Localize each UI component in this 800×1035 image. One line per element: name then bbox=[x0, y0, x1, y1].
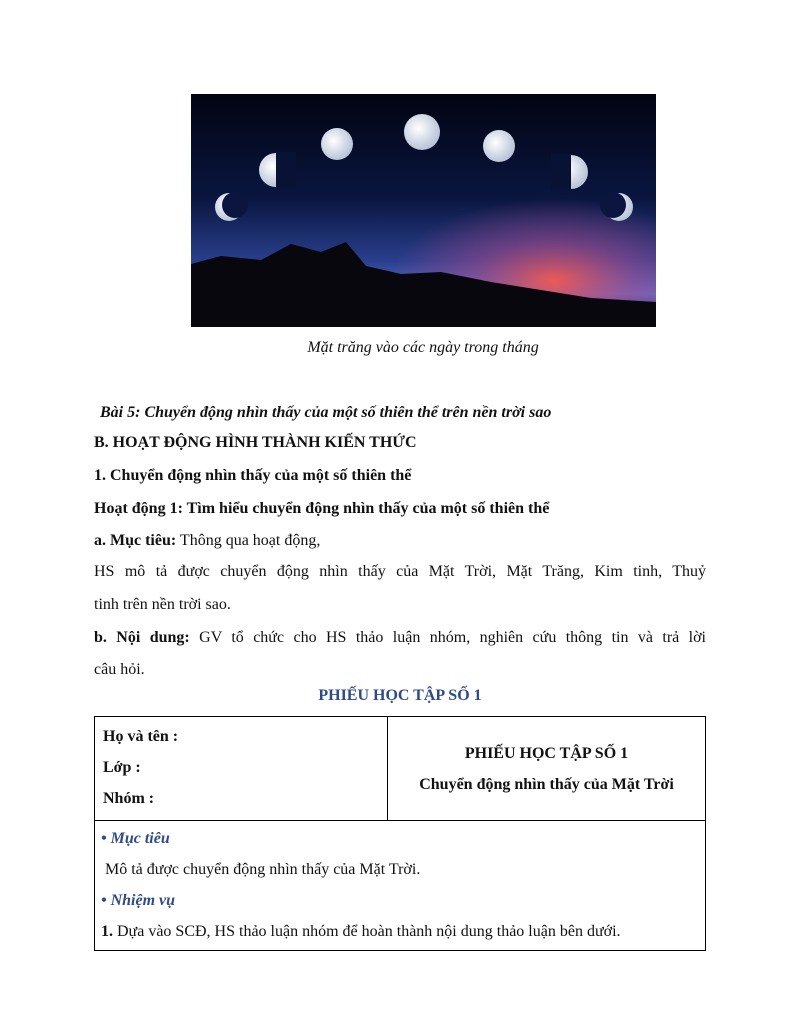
objective-line-3: tinh trên nền trời sao. bbox=[94, 596, 231, 613]
worksheet-body-cell bbox=[95, 821, 706, 951]
section-heading: B. HOẠT ĐỘNG HÌNH THÀNH KIẾN THỨC bbox=[94, 434, 417, 451]
goal-text: Mô tả được chuyển động nhìn thấy của Mặt Trời. bbox=[105, 861, 421, 878]
content-line-2: câu hỏi. bbox=[94, 661, 145, 678]
goal-label: • Mục tiêu bbox=[101, 830, 170, 847]
subsection-heading: 1. Chuyển động nhìn thấy của một số thiên thể bbox=[94, 467, 412, 484]
lesson-title: Bài 5: Chuyển động nhìn thấy của một số thiên thể trên nền trời sao bbox=[100, 404, 552, 421]
objective-line-1 bbox=[94, 531, 320, 551]
task-number: 1. bbox=[101, 923, 113, 940]
content-line-1 bbox=[94, 628, 706, 648]
task-line bbox=[101, 916, 699, 947]
content-text: GV tổ chức cho HS thảo luận nhóm, nghiên cứu thông tin và trả lời bbox=[189, 629, 707, 646]
group-label: Nhóm : bbox=[103, 790, 155, 807]
worksheet-title: PHIẾU HỌC TẬP SỐ 1 bbox=[318, 687, 482, 704]
moon-phases-photo bbox=[191, 94, 656, 327]
content-label: b. Nội dung: bbox=[94, 629, 190, 646]
objective-line-2: HS mô tả được chuyển động nhìn thấy của Mặt Trời, Mặt Trăng, Kim tinh, Thuỷ bbox=[94, 563, 706, 580]
worksheet-header-title: PHIẾU HỌC TẬP SỐ 1 bbox=[464, 744, 629, 762]
task-label: • Nhiệm vụ bbox=[101, 892, 176, 909]
name-label: Họ và tên : bbox=[103, 728, 179, 745]
class-label: Lớp : bbox=[103, 759, 141, 776]
student-info-cell bbox=[95, 717, 388, 821]
objective-text: Thông qua hoạt động, bbox=[176, 532, 321, 549]
image-caption: Mặt trăng vào các ngày trong tháng bbox=[307, 339, 539, 356]
worksheet-header-subtitle: Chuyển động nhìn thấy của Mặt Trời bbox=[419, 775, 674, 793]
activity-heading: Hoạt động 1: Tìm hiểu chuyển động nhìn thấy của một số thiên thể bbox=[94, 500, 550, 517]
worksheet-header-cell bbox=[388, 717, 706, 821]
task-text: Dựa vào SCĐ, HS thảo luận nhóm để hoàn thành nội dung thảo luận bên dưới. bbox=[113, 923, 621, 940]
worksheet-table bbox=[94, 716, 706, 951]
objective-label: a. Mục tiêu: bbox=[94, 532, 177, 549]
